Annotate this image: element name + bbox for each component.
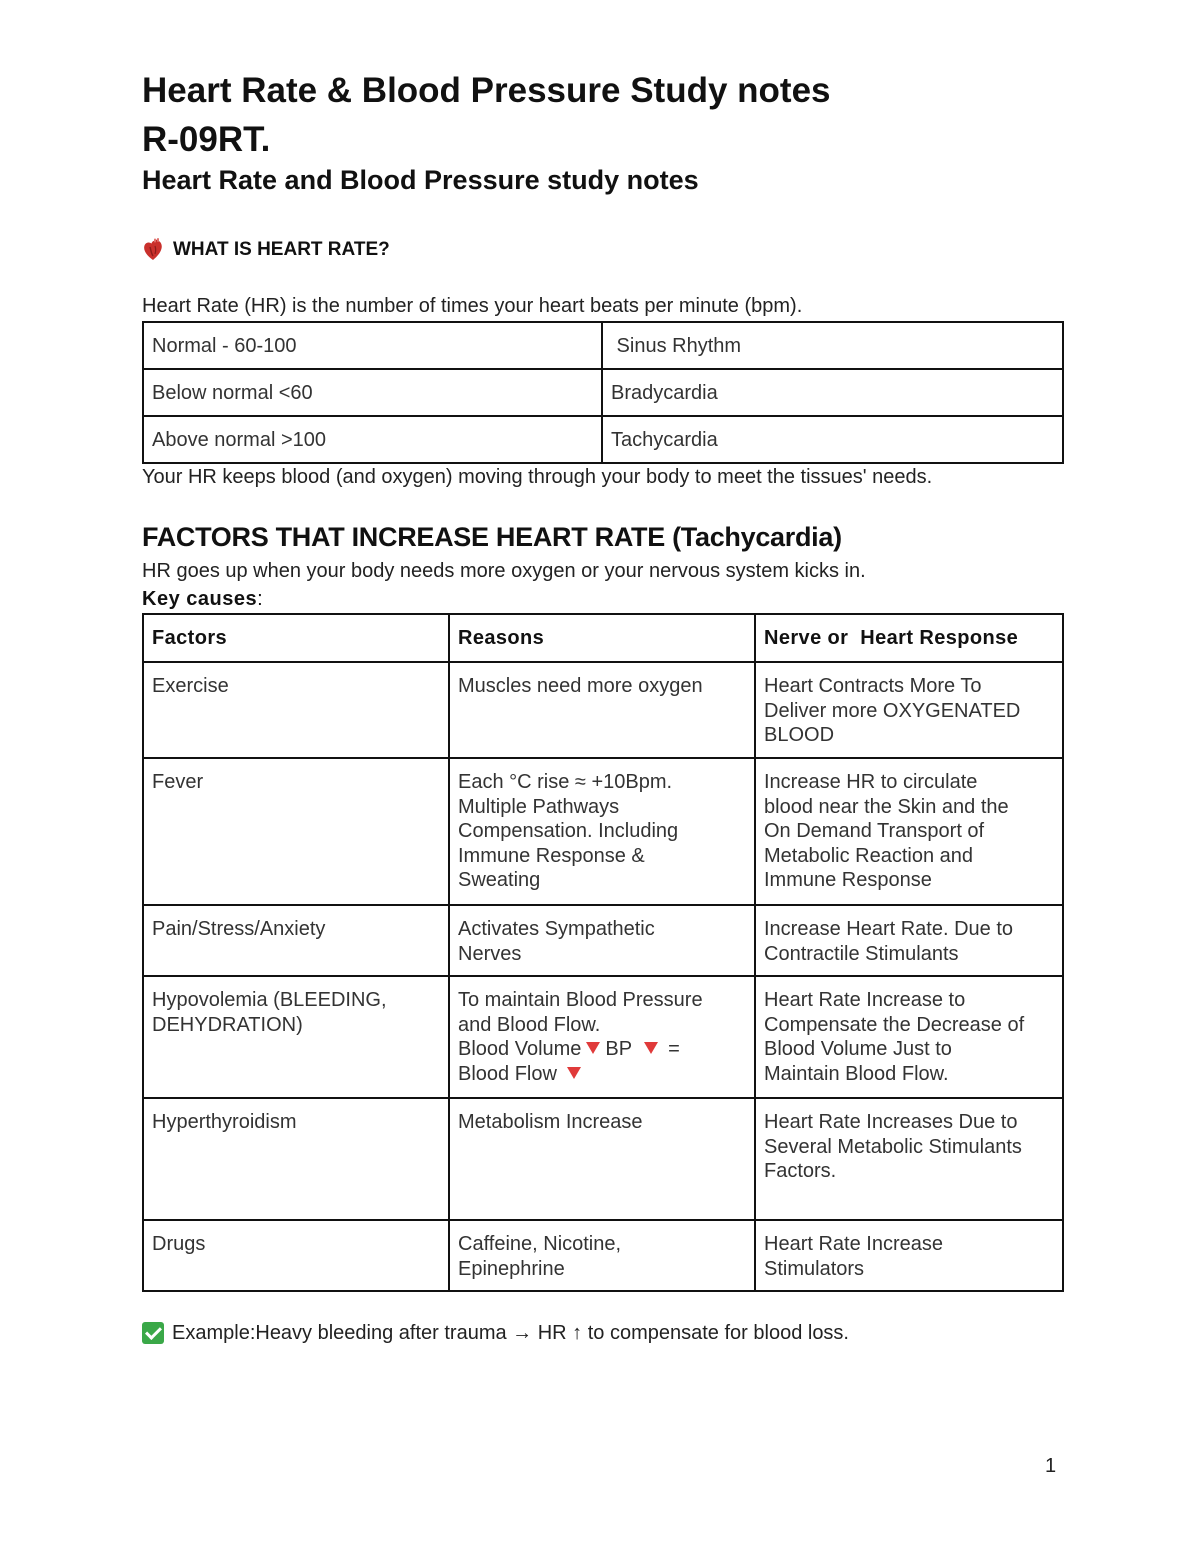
blood-flow-text: Blood Flow (458, 1062, 557, 1085)
reason-cell (449, 976, 755, 1098)
cell-line: and Blood Flow. (458, 1013, 601, 1036)
factor-cell: Exercise (143, 662, 449, 758)
reason-cell (449, 1220, 755, 1291)
cell-line: Immune Response (764, 869, 932, 892)
cell-line: Hypovolemia (BLEEDING, (152, 989, 387, 1011)
cell-line: Stimulators (764, 1257, 865, 1280)
response-cell (755, 758, 1063, 905)
heart-rate-ranges-table (142, 321, 1064, 464)
cell-line: Heart Rate Increase to (764, 989, 966, 1011)
table-row (143, 905, 1063, 976)
cell-line (458, 1037, 746, 1062)
table-row (143, 416, 1063, 463)
down-triangle-icon (567, 1067, 581, 1079)
table-row (143, 1220, 1063, 1291)
reason-cell (449, 905, 755, 976)
factors-table (142, 613, 1064, 1292)
cell-line: Increase Heart Rate. Due to (764, 918, 1014, 940)
anatomical-heart-icon (142, 238, 164, 262)
table-row (143, 662, 1063, 758)
header-reasons: Reasons (449, 614, 755, 662)
cell-line: Increase HR to circulate (764, 771, 978, 793)
factor-cell: Hyperthyroidism (143, 1098, 449, 1220)
example-line (142, 1319, 849, 1347)
reason-cell (449, 758, 755, 905)
key-causes-colon: : (257, 588, 263, 610)
down-triangle-icon (644, 1042, 658, 1054)
range-cell: Above normal >100 (143, 416, 602, 463)
table-row (143, 758, 1063, 905)
cell-line: Activates Sympathetic (458, 918, 655, 940)
heart-rate-footer: Your HR keeps blood (and oxygen) moving through your body to meet the tissues' needs. (142, 466, 933, 488)
page-title: Heart Rate & Blood Pressure Study notes (142, 71, 831, 110)
cell-line: Deliver more OXYGENATED (764, 699, 1021, 722)
factor-cell (143, 976, 449, 1098)
section-heading-heart-rate (142, 237, 390, 263)
section-heading-label: WHAT IS HEART RATE? (173, 239, 390, 260)
cell-line: Compensate the Decrease of (764, 1013, 1025, 1036)
table-row (143, 322, 1063, 369)
cell-line: Several Metabolic Stimulants (764, 1135, 1022, 1158)
factor-cell: Fever (143, 758, 449, 905)
cell-line: To maintain Blood Pressure (458, 989, 703, 1011)
cell-line: Each °C rise ≈ +10Bpm. (458, 771, 673, 793)
cell-line: Maintain Blood Flow. (764, 1062, 949, 1085)
table-row (143, 369, 1063, 416)
cell-line: Contractile Stimulants (764, 942, 959, 965)
key-causes-bold: Key causes (142, 588, 258, 610)
cell-line: Sweating (458, 869, 541, 892)
response-cell (755, 1220, 1063, 1291)
cell-line: Metabolic Reaction and (764, 844, 974, 867)
cell-line (458, 1062, 746, 1087)
down-triangle-icon (586, 1042, 600, 1054)
example-text: Example:Heavy bleeding after trauma → HR ↑ to compensate for blood loss. (172, 1322, 849, 1344)
cell-line: Compensation. Including (458, 820, 679, 843)
cell-line: Heart Rate Increases Due to (764, 1111, 1018, 1133)
response-cell (755, 905, 1063, 976)
check-mark-icon (142, 1322, 164, 1344)
page-number: 1 (1045, 1455, 1057, 1477)
cell-line: Blood Volume Just to (764, 1038, 952, 1061)
rhythm-cell: Tachycardia (602, 416, 1063, 463)
rhythm-cell: Bradycardia (602, 369, 1063, 416)
cell-line: Immune Response & (458, 844, 645, 867)
cell-line: On Demand Transport of (764, 820, 985, 843)
response-cell (755, 662, 1063, 758)
cell-line: Heart Contracts More To (764, 675, 982, 697)
header-response: Nerve or Heart Response (755, 614, 1063, 662)
factor-cell: Drugs (143, 1220, 449, 1291)
response-cell (755, 1098, 1063, 1220)
factors-intro: HR goes up when your body needs more oxygen or your nervous system kicks in. (142, 560, 866, 582)
cell-line: Heart Rate Increase (764, 1233, 943, 1255)
factor-cell: Pain/Stress/Anxiety (143, 905, 449, 976)
range-cell: Normal - 60-100 (143, 322, 602, 369)
key-causes-label (142, 586, 263, 612)
reason-cell: Metabolism Increase (449, 1098, 755, 1220)
blood-volume-text: Blood Volume (458, 1038, 582, 1061)
page-subtitle: Heart Rate and Blood Pressure study notes (142, 165, 699, 195)
cell-line: Multiple Pathways (458, 795, 620, 818)
table-row (143, 1098, 1063, 1220)
bp-text: BP (605, 1038, 633, 1061)
cell-line: Nerves (458, 942, 522, 965)
heart-rate-definition: Heart Rate (HR) is the number of times your heart beats per minute (bpm). (142, 295, 803, 317)
rhythm-cell: Sinus Rhythm (602, 322, 1063, 369)
range-cell: Below normal <60 (143, 369, 602, 416)
cell-line: BLOOD (764, 724, 835, 747)
reason-cell: Muscles need more oxygen (449, 662, 755, 758)
header-factors: Factors (143, 614, 449, 662)
table-header-row (143, 614, 1063, 662)
equals-text: = (668, 1038, 680, 1061)
cell-line: DEHYDRATION) (152, 1013, 303, 1036)
document-code: R-09RT. (142, 120, 271, 159)
table-row (143, 976, 1063, 1098)
cell-line: Caffeine, Nicotine, (458, 1233, 622, 1255)
response-cell (755, 976, 1063, 1098)
cell-line: Epinephrine (458, 1257, 565, 1280)
cell-line: blood near the Skin and the (764, 795, 1009, 818)
cell-line: Factors. (764, 1160, 837, 1183)
section-heading-factors: FACTORS THAT INCREASE HEART RATE (Tachycardia) (142, 522, 842, 552)
